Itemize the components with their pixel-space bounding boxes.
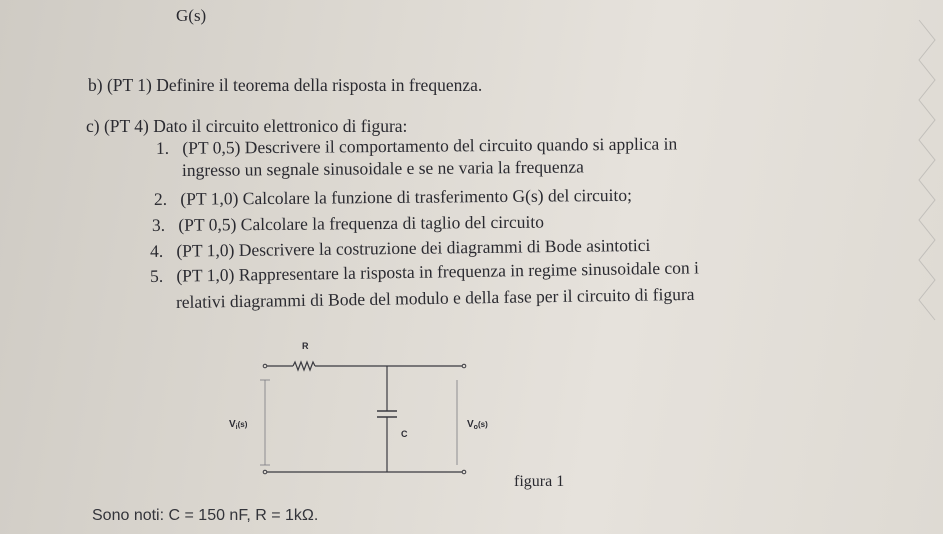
question-c-label: c) (86, 116, 100, 136)
subitem-5-number: 5. (149, 265, 164, 286)
subitem-5-continuation: relativi diagrammi di Bode del modulo e della fase per il circuito di figura (175, 283, 695, 312)
output-bottom-terminal (462, 470, 466, 474)
resistor-symbol (293, 362, 315, 370)
subitem-1 (156, 133, 677, 159)
subitem-1-number: 1. (155, 137, 170, 158)
resistor-label: R (302, 341, 309, 351)
subitem-3 (152, 212, 544, 236)
subitem-4-text: (PT 1,0) Descrivere la costruzione dei diagrammi di Bode asintotici (176, 234, 651, 261)
input-bottom-terminal (263, 470, 267, 474)
subitem-3-text: (PT 0,5) Calcolare la frequenza di taglio del circuito (178, 211, 545, 235)
capacitor-label: C (401, 429, 408, 439)
subitem-2 (154, 185, 632, 210)
subitem-4 (150, 235, 651, 262)
paper-edge-pattern (915, 0, 943, 534)
subitem-2-number: 2. (153, 188, 168, 209)
output-top-terminal (462, 364, 466, 368)
subitem-1-continuation: ingresso un segnale sinusoidale e se ne varia la frequenza (181, 156, 584, 180)
question-b (88, 75, 482, 96)
subitem-5 (150, 257, 699, 287)
input-top-terminal (263, 364, 267, 368)
given-values: Sono noti: C = 150 nF, R = 1kΩ. (92, 507, 319, 524)
subitem-1-text: (PT 0,5) Descrivere il comportamento del circuito quando si applica in (182, 133, 678, 158)
figure-label: figura 1 (514, 473, 565, 490)
question-c (86, 116, 407, 137)
input-voltage-label: $V_i^{(s)}$ (229, 419, 248, 431)
rc-circuit-diagram (215, 335, 488, 485)
question-b-label: b) (88, 75, 103, 95)
subitem-3-number: 3. (151, 214, 166, 235)
output-voltage-label: $V_o^{(s)}$ (467, 419, 488, 431)
question-c-text: (PT 4) Dato il circuito elettronico di figura: (103, 116, 408, 136)
subitem-2-text: (PT 1,0) Calcolare la funzione di trasferimento G(s) del circuito; (180, 184, 633, 209)
previous-formula-fragment: G(s) (176, 6, 207, 25)
subitem-5-text: (PT 1,0) Rappresentare la risposta in frequenza in regime sinusoidale con i (176, 257, 700, 286)
subitem-4-number: 4. (149, 240, 164, 261)
question-b-text: (PT 1) Definire il teorema della risposta in frequenza. (106, 75, 483, 95)
